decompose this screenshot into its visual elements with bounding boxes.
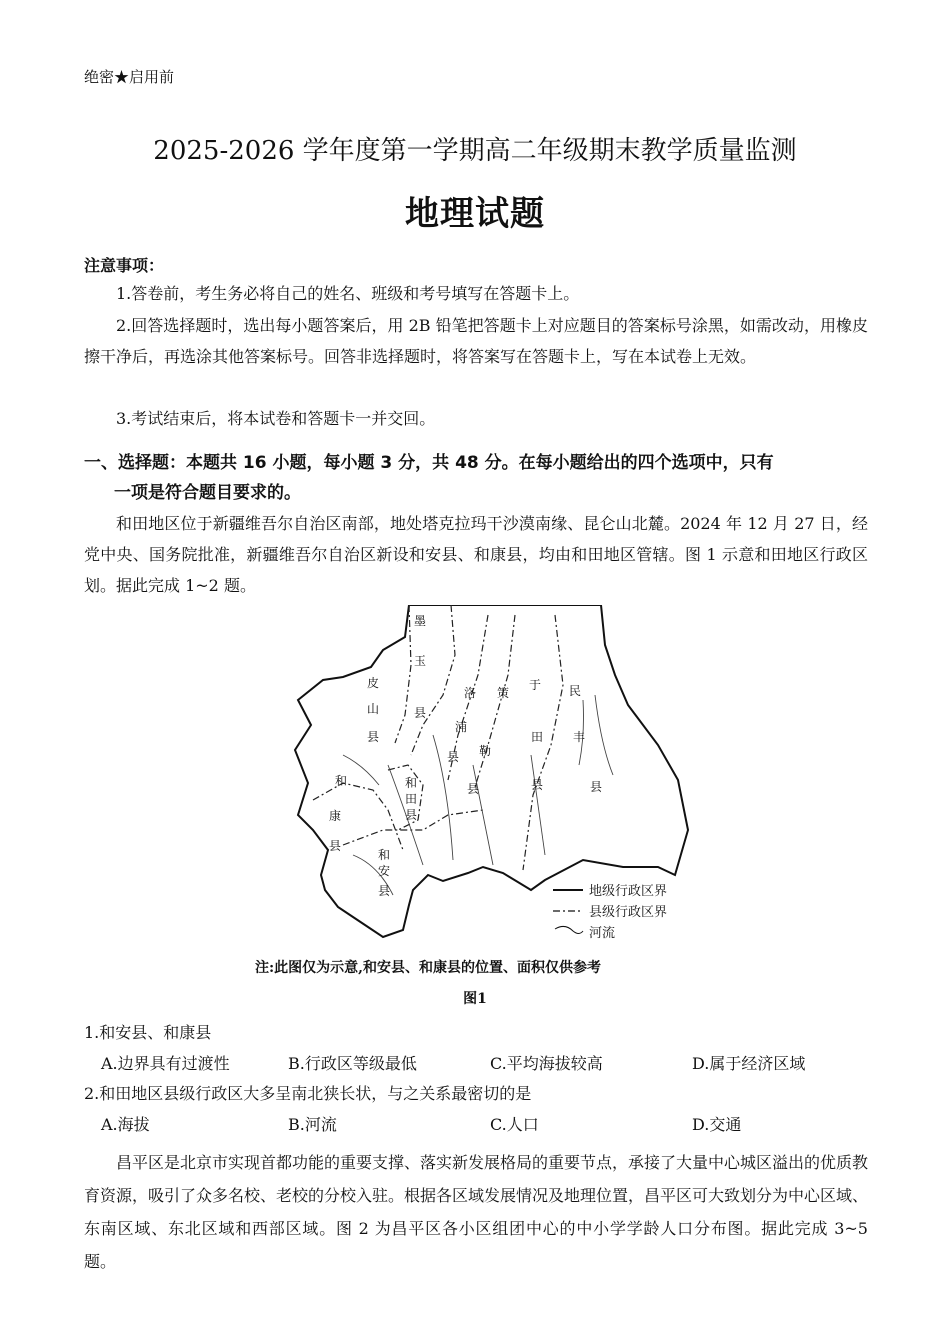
passage-2: 昌平区是北京市实现首都功能的重要支撑、落实新发展格局的重要节点，承接了大量中心城区溢出的优质教育资源，吸引了众多名校、老校的分校入驻。根据各区域发展情况及地理位置，昌平区可大致划分为中心区域、东南区域、东北区域和西部区域。图 2 为昌平区各小区组团中心的中小学学龄人口分布图。据此完成 3~5 题。 xyxy=(84,1153,869,1271)
map-label-hetian-2: 田 xyxy=(404,792,418,806)
question-1-stem: 1.和安县、和康县 xyxy=(84,1023,212,1042)
map-label-yutian-3: 县 xyxy=(530,778,544,792)
county-boundary-moyu-pishan xyxy=(395,605,411,743)
map-label-luopu-3: 县 xyxy=(446,750,460,764)
map-label-hetian-1: 和 xyxy=(404,776,418,790)
question-2-option-c: C.人口 xyxy=(490,1115,539,1134)
section-heading-line1: 一、选择题：本题共 16 小题，每小题 3 分，共 48 分。在每小题给出的四个选项中，只有 xyxy=(84,453,774,473)
map-label-minfeng-1: 民 xyxy=(568,684,582,698)
exam-subtitle: 2025-2026 学年度第一学期高二年级期末教学质量监测 xyxy=(153,136,797,166)
map-label-yutian-1: 于 xyxy=(528,678,542,692)
map-label-hean-3: 县 xyxy=(377,884,391,898)
question-2-option-a: A.海拔 xyxy=(101,1115,150,1134)
county-boundary-cele-yutian xyxy=(475,615,515,787)
note-item-2: 2.回答选择题时，选出每小题答案后，用 2B 铅笔把答题卡上对应题目的答案标号涂黑，如需改动，用橡皮擦干净后，再选涂其他答案标号。回答非选择题时，将答案写在答题卡上，写在本试卷上无效。 xyxy=(84,316,868,366)
section-heading-line2: 一项是符合题目要求的。 xyxy=(114,483,301,503)
map-label-cele-2: 勒 xyxy=(478,744,492,758)
legend-county-boundary: 县级行政区界 xyxy=(589,905,668,920)
river xyxy=(595,695,613,775)
page-title: 地理试题 xyxy=(405,194,545,234)
question-1-option-c: C.平均海拔较高 xyxy=(490,1054,603,1073)
question-2-option-b: B.河流 xyxy=(288,1115,337,1134)
map-legend xyxy=(553,883,667,941)
map-label-pishan-2: 山 xyxy=(366,702,380,716)
note-item-1: 1.答卷前，考生务必将自己的姓名、班级和考号填写在答题卡上。 xyxy=(116,284,580,303)
confidential-mark: 绝密★启用前 xyxy=(84,68,175,86)
river xyxy=(343,755,379,785)
map-label-luopu-2: 浦 xyxy=(454,720,468,734)
map-label-hekang-1: 和 xyxy=(334,774,348,788)
map-label-yutian-2: 田 xyxy=(530,730,544,744)
question-2-stem: 2.和田地区县级行政区大多呈南北狭长状，与之关系最密切的是 xyxy=(84,1084,532,1103)
map-label-moyu-1: 墨 xyxy=(413,614,427,628)
map-label-hean-1: 和 xyxy=(377,848,391,862)
question-1-option-d: D.属于经济区域 xyxy=(692,1054,806,1073)
map-label-moyu-3: 县 xyxy=(413,706,427,720)
legend-river-icon xyxy=(555,926,583,933)
question-2-option-d: D.交通 xyxy=(692,1115,742,1134)
map-label-hekang-2: 康 xyxy=(328,809,342,823)
map-label-hekang-3: 县 xyxy=(328,839,342,853)
legend-prefecture-boundary: 地级行政区界 xyxy=(589,884,668,899)
hotan-admin-map xyxy=(283,605,713,950)
passage-1: 和田地区位于新疆维吾尔自治区南部，地处塔克拉玛干沙漠南缘、昆仑山北麓。2024 年 12 月 27 日，经党中央、国务院批准，新疆维吾尔自治区新设和安县、和康县，均由和田地区管辖。图 1 示意和田地区行政区划。据此完成 1~2 题。 xyxy=(84,514,868,595)
figure-caption: 图1 xyxy=(463,991,487,1007)
notes-heading: 注意事项： xyxy=(84,256,165,275)
map-label-minfeng-3: 县 xyxy=(589,780,603,794)
map-label-pishan-1: 皮 xyxy=(366,676,380,690)
map-note: 注:此图仅为示意,和安县、和康县的位置、面积仅供参考 xyxy=(255,960,602,976)
question-1-option-a: A.边界具有过渡性 xyxy=(101,1054,230,1073)
map-label-cele-1: 策 xyxy=(496,686,510,700)
river xyxy=(473,765,493,865)
map-label-moyu-2: 玉 xyxy=(413,654,427,668)
map-label-hean-2: 安 xyxy=(377,864,391,878)
map-label-cele-3: 县 xyxy=(466,782,480,796)
river xyxy=(531,755,545,855)
section-heading xyxy=(84,448,874,508)
map-label-pishan-3: 县 xyxy=(366,730,380,744)
map-label-luopu-1: 洛 xyxy=(463,686,477,700)
note-item-3: 3.考试结束后，将本试卷和答题卡一并交回。 xyxy=(116,409,436,428)
legend-river: 河流 xyxy=(589,926,616,941)
map-label-hetian-3: 县 xyxy=(404,808,418,822)
map-label-minfeng-2: 丰 xyxy=(572,730,586,744)
question-1-option-b: B.行政区等级最低 xyxy=(288,1054,417,1073)
